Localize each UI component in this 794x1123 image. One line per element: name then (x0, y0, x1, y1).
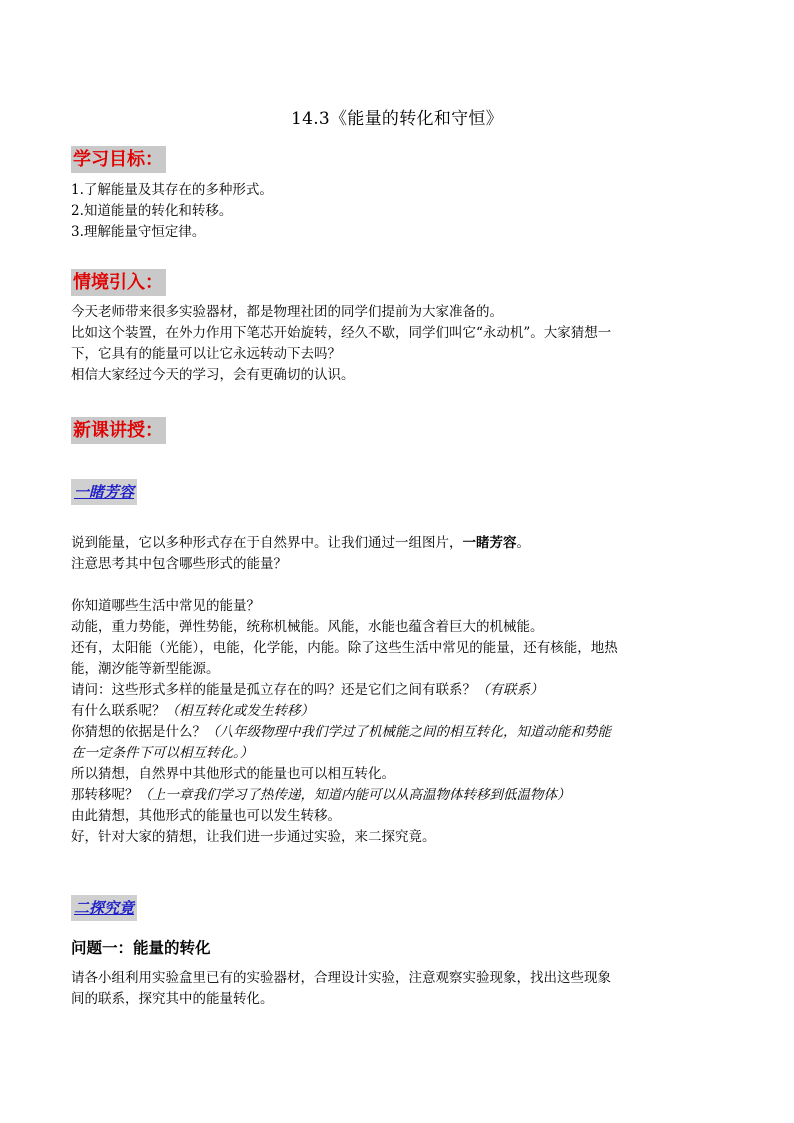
intro-heading: 情境引入： (71, 269, 166, 296)
discussion-line (71, 722, 731, 743)
goals-heading: 学习目标： (71, 146, 166, 173)
question-text: 那转移呢？ (71, 787, 139, 803)
answer-text: （上一章我们学习了热传递，知道内能可以从高温物体转移到低温物体） (138, 787, 571, 803)
answer-text: （八年级物理中我们学过了机械能之间的相互转化，知道动能和势能 (206, 724, 611, 740)
part2-line: 请各小组利用实验盒里已有的实验器材，合理设计实验，注意观察实验现象，找出这些现象 (71, 970, 611, 986)
part2-heading-text: 二探究竟 (74, 899, 135, 917)
part2-line: 间的联系，探究其中的能量转化。 (71, 991, 274, 1007)
question-text: 有什么联系呢？ (71, 703, 166, 719)
goal-item: 1.了解能量及其存在的多种形式。 (71, 182, 273, 198)
discussion-line: 在一定条件下可以相互转化。） (71, 745, 254, 761)
part1-line: 注意思考其中包含哪些形式的能量？ (71, 556, 287, 572)
discussion-line (71, 701, 731, 722)
part1-line (71, 533, 731, 554)
intro-text (71, 302, 731, 386)
bold-run: 一睹芳容 (462, 535, 517, 551)
intro-line: 比如这个装置，在外力作用下笔芯开始旋转，经久不歇，同学们叫它“永动机”。大家猜想一 (71, 325, 612, 341)
question-one-title: 问题一：能量的转化 (71, 939, 211, 957)
discussion-line: 还有，太阳能（光能），电能，化学能，内能。除了这些生活中常见的能量，还有核能，地热 (71, 640, 618, 656)
question-text: 请问：这些形式多样的能量是孤立存在的吗？还是它们之间有联系？ (71, 682, 476, 698)
discussion-line: 由此猜想，其他形式的能量也可以发生转移。 (71, 808, 341, 824)
intro-line: 今天老师带来很多实验器材，都是物理社团的同学们提前为大家准备的。 (71, 304, 503, 320)
question-text: 你猜想的依据是什么？ (71, 724, 206, 740)
goals-list (71, 180, 731, 243)
text-run: 说到能量，它以多种形式存在于自然界中。让我们通过一组图片， (71, 535, 463, 551)
part1-intro (71, 533, 731, 575)
discussion-line: 所以猜想，自然界中其他形式的能量也可以相互转化。 (71, 766, 395, 782)
part2-heading (71, 895, 137, 921)
intro-line: 相信大家经过今天的学习，会有更确切的认识。 (71, 367, 355, 383)
discussion-line (71, 680, 731, 701)
text-run: 。 (516, 535, 530, 551)
lesson-heading: 新课讲授： (71, 417, 166, 444)
goal-item: 3.理解能量守恒定律。 (71, 224, 206, 240)
discussion-line: 能，潮汐能等新型能源。 (71, 661, 220, 677)
discussion-line (71, 785, 731, 806)
discussion-line: 你知道哪些生活中常见的能量？ (71, 598, 260, 614)
part1-heading (71, 479, 137, 505)
part2-text (71, 968, 731, 1010)
answer-text: （有联系） (476, 682, 544, 698)
part1-heading-text: 一睹芳容 (74, 483, 135, 501)
goal-item: 2.知道能量的转化和转移。 (71, 203, 233, 219)
part1-discussion (71, 596, 731, 848)
intro-line: 下，它具有的能量可以让它永远转动下去吗？ (71, 346, 341, 362)
discussion-line: 动能，重力势能，弹性势能，统称机械能。风能，水能也蕴含着巨大的机械能。 (71, 619, 544, 635)
document-title: 14.3《能量的转化和守恒》 (290, 109, 504, 129)
discussion-line: 好，针对大家的猜想，让我们进一步通过实验，来二探究竟。 (71, 829, 436, 845)
answer-text: （相互转化或发生转移） (165, 703, 314, 719)
